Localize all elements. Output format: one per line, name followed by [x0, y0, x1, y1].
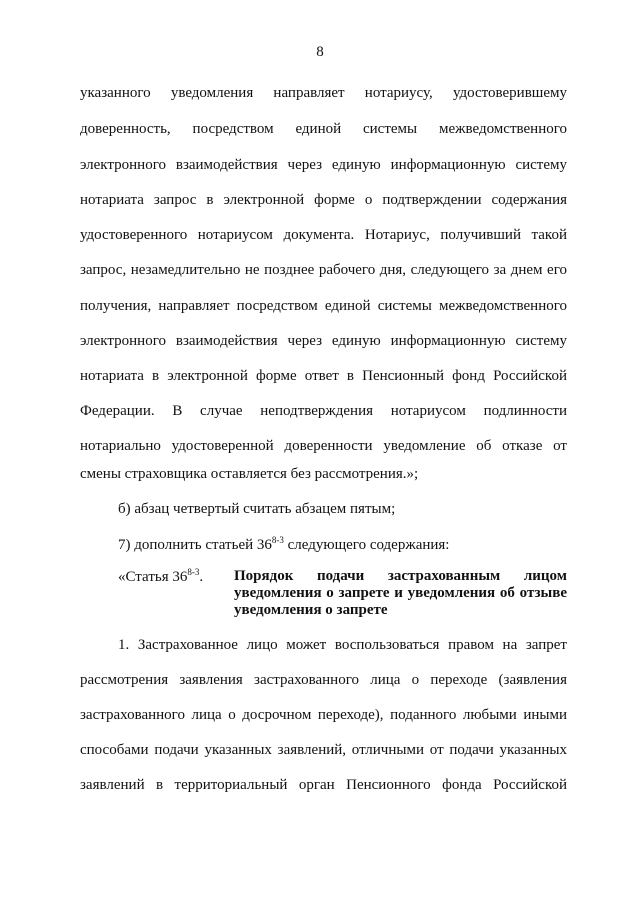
article-title-line: Порядок подачи застрахованным лицом	[234, 568, 567, 584]
body-line: указанного уведомления направляет нотариусу, удостоверившему	[80, 85, 567, 101]
paragraph-1-line: 1. Застрахованное лицо может воспользоваться правом на запрет	[118, 637, 567, 653]
article-title	[234, 568, 567, 619]
paragraph-1-line: способами подачи указанных заявлений, отличными от подачи указанных	[80, 742, 567, 758]
body-line: нотариально удостоверенной доверенности уведомление об отказе от	[80, 438, 567, 454]
item-b: б) абзац четвертый считать абзацем пятым;	[118, 501, 396, 517]
paragraph-1-line: заявлений в территориальный орган Пенсионного фонда Российской	[80, 777, 567, 793]
body-line: доверенность, посредством единой системы межведомственного	[80, 121, 567, 137]
paragraph-1-line: рассмотрения заявления застрахованного лица о переходе (заявления	[80, 672, 567, 688]
article-label-prefix: «Статья 36	[118, 569, 188, 585]
body-line: получения, направляет посредством единой системы межведомственного	[80, 298, 567, 314]
body-line: смены страховщика оставляется без рассмотрения.»;	[80, 466, 419, 482]
article-label	[118, 568, 203, 586]
page-number: 8	[316, 44, 324, 60]
paragraph-1-line: застрахованного лица о досрочном переходе), поданного любыми иными	[80, 707, 567, 723]
item-7	[118, 536, 567, 554]
article-label-sup: 8-3	[187, 567, 200, 577]
item-7-prefix: 7) дополнить статьей 36	[118, 537, 272, 553]
article-title-line: уведомления о запрете	[234, 602, 388, 618]
body-line: удостоверенного нотариусом документа. Нотариус, получивший такой	[80, 227, 567, 243]
item-7-sup: 8-3	[271, 536, 284, 545]
body-line: нотариата запрос в электронной форме о подтверждении содержания	[80, 192, 567, 208]
article-label-suffix: .	[199, 569, 204, 585]
body-line: Федерации. В случае неподтверждения нотариусом подлинности	[80, 403, 567, 419]
body-line: электронного взаимодействия через единую информационную систему	[80, 333, 567, 349]
article-title-line: уведомления о запрете и уведомления об отзыве	[234, 585, 567, 601]
body-line: электронного взаимодействия через единую информационную систему	[80, 157, 567, 173]
item-7-suffix: следующего содержания:	[283, 537, 450, 553]
body-line: нотариата в электронной форме ответ в Пенсионный фонд Российской	[80, 368, 567, 384]
body-line: запрос, незамедлительно не позднее рабочего дня, следующего за днем его	[80, 262, 567, 278]
